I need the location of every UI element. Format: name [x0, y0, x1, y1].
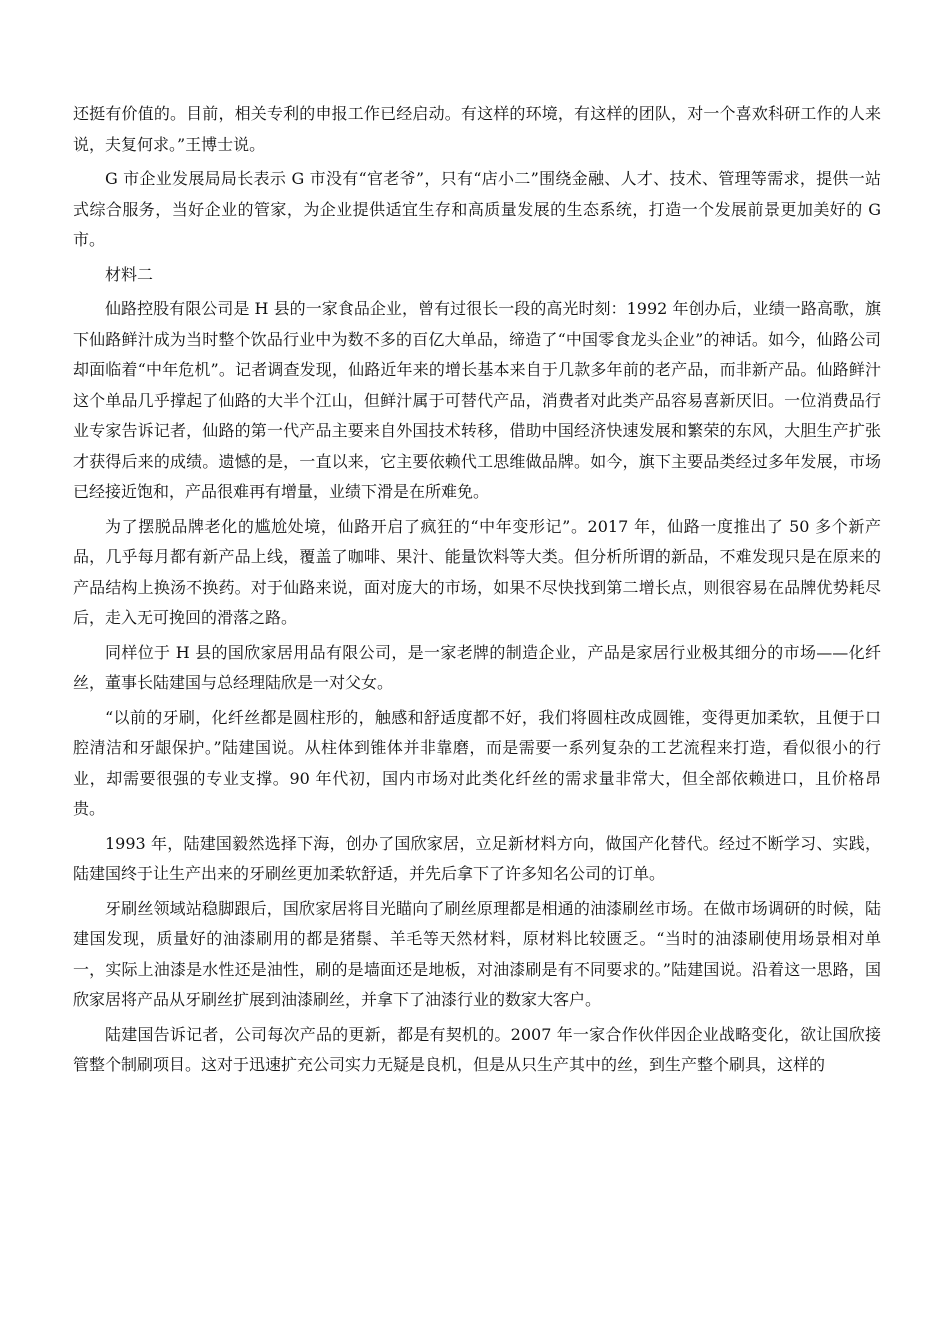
paragraph: 陆建国告诉记者，公司每次产品的更新，都是有契机的。2007 年一家合作伙伴因企业战略变化，欲让国欣接管整个制刷项目。这对于迅速扩充公司实力无疑是良机，但是从只生产其中的丝，到生产整个刷具，这样的 [73, 1024, 881, 1074]
document-page [73, 99, 881, 1085]
paragraph: “以前的牙刷，化纤丝都是圆柱形的，触感和舒适度都不好，我们将圆柱改成圆锥，变得更加柔软，且便于口腔清洁和牙龈保护。”陆建国说。从柱体到锥体并非靠磨，而是需要一系列复杂的工艺流程来打造，看似很小的行业，却需要很强的专业支撑。90 年代初，国内市场对此类化纤丝的需求量非常大，但全部依赖进口，且价格昂贵。 [73, 707, 881, 818]
paragraph: 同样位于 H 县的国欣家居用品有限公司，是一家老牌的制造企业，产品是家居行业极其细分的市场——化纤丝，董事长陆建国与总经理陆欣是一对父女。 [73, 642, 881, 692]
paragraph: 仙路控股有限公司是 H 县的一家食品企业，曾有过很长一段的高光时刻：1992 年创办后，业绩一路高歌，旗下仙路鲜汁成为当时整个饮品行业中为数不多的百亿大单品，缔造了“中国零食龙头企业”的神话。如今，仙路公司却面临着“中年危机”。记者调查发现，仙路近年来的增长基本来自于几款多年前的老产品，而非新产品。仙路鲜汁这个单品几乎撑起了仙路的大半个江山，但鲜汁属于可替代产品，消费者对此类产品容易喜新厌旧。一位消费品行业专家告诉记者，仙路的第一代产品主要来自外国技术转移，借助中国经济快速发展和繁荣的东风，大胆生产扩张才获得后来的成绩。遗憾的是，一直以来，它主要依赖代工思维做品牌。如今，旗下主要品类经过多年发展，市场已经接近饱和，产品很难再有增量，业绩下滑是在所难免。 [73, 299, 881, 501]
paragraph-continued: 还挺有价值的。目前，相关专利的申报工作已经启动。有这样的环境，有这样的团队，对一个喜欢科研工作的人来说，夫复何求。”王博士说。 [73, 104, 881, 154]
paragraph: G 市企业发展局局长表示 G 市没有“官老爷”，只有“店小二”围绕金融、人才、技术、管理等需求，提供一站式综合服务，当好企业的管家，为企业提供适宜生存和高质量发展的生态系统，打造一个发展前景更加美好的 G 市。 [73, 169, 881, 249]
paragraph: 牙刷丝领域站稳脚跟后，国欣家居将目光瞄向了刷丝原理都是相通的油漆刷丝市场。在做市场调研的时候，陆建国发现，质量好的油漆刷用的都是猪鬃、羊毛等天然材料，原材料比较匮乏。“当时的油漆刷使用场景相对单一，实际上油漆是水性还是油性，刷的是墙面还是地板，对油漆刷是有不同要求的。”陆建国说。沿着这一思路，国欣家居将产品从牙刷丝扩展到油漆刷丝，并拿下了油漆行业的数家大客户。 [73, 898, 881, 1009]
paragraph: 为了摆脱品牌老化的尴尬处境，仙路开启了疯狂的“中年变形记”。2017 年，仙路一度推出了 50 多个新产品，几乎每月都有新产品上线，覆盖了咖啡、果汁、能量饮料等大类。但分析所谓的新品，不难发现只是在原来的产品结构上换汤不换药。对于仙路来说，面对庞大的市场，如果不尽快找到第二增长点，则很容易在品牌优势耗尽后，走入无可挽回的滑落之路。 [73, 516, 881, 627]
paragraph: 1993 年，陆建国毅然选择下海，创办了国欣家居，立足新材料方向，做国产化替代。经过不断学习、实践，陆建国终于让生产出来的牙刷丝更加柔软舒适，并先后拿下了许多知名公司的订单。 [73, 833, 881, 883]
section-heading: 材料二 [105, 264, 154, 284]
